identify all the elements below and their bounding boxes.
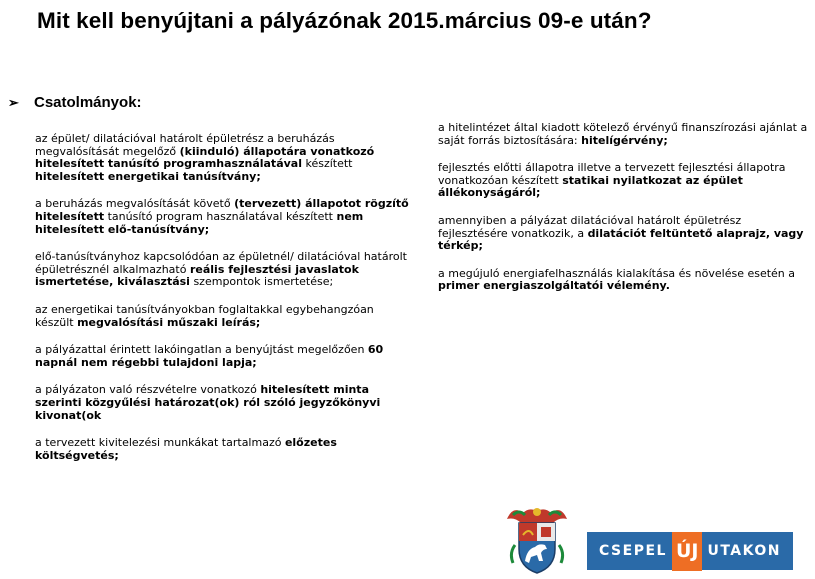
attachment-emphasis: előzetes költségvetés; [35,436,337,462]
attachment-text: a pályázattal érintett lakóingatlan a benyújtást megelőzően [35,343,368,357]
attachment-text: elő-tanúsítványhoz kapcsolódóan az épületnél/ dilatációval határolt épületrésznél alkalmazható [35,250,407,276]
attachment-emphasis: statikai nyilatkozat az épület állékonyságáról; [438,173,743,200]
attachment-emphasis: nem hitelesített elő-tanúsítvány; [35,209,364,236]
attachment-text: szempontok ismertetése; [189,275,334,289]
attachment-emphasis: (kiinduló) állapotára vonatkozó hitelesített tanúsító programhasználatával [35,144,375,171]
attachment-emphasis: primer energiaszolgáltatói vélemény. [438,279,670,293]
attachment-text: fejlesztés előtti állapotra illetve a tervezett fejlesztési állapotra vonatkozóan készített [438,161,786,187]
section-heading [8,94,142,111]
logo-word-utakon: UTAKON [707,543,781,559]
attachment-item [35,437,415,462]
right-attachment-list [438,122,808,308]
logo-word-uj: ÚJ [672,532,703,571]
attachment-item [438,162,808,200]
attachment-emphasis: hitelesített minta szerinti közgyűlési határozat(ok) ról szóló jegyzőkönyvi kivonat(ok [35,383,381,422]
attachment-text: készített [301,157,353,171]
attachment-item [35,344,415,369]
left-attachment-list [35,133,415,477]
attachment-text: az épület/ dilatációval határolt épületrész a beruházás megvalósítását megelőző [35,132,335,158]
attachment-emphasis: (tervezett) állapotot rögzítő hitelesített [35,197,409,223]
logo-word-csepel: CSEPEL [599,543,667,559]
attachment-emphasis: hitelesített energetikai tanúsítvány; [35,169,261,183]
coat-of-arms-icon [503,505,571,575]
attachment-emphasis: dilatációt feltüntető alaprajz, vagy térkép; [438,226,804,253]
attachment-text: a megújuló energiafelhasználás kialakítása és növelése esetén a [438,266,796,280]
attachment-item [35,304,415,329]
attachment-emphasis: reális fejlesztési javaslatok ismertetése, kiválasztási [35,262,359,289]
footer-logos [503,505,798,575]
attachment-emphasis: megvalósítási műszaki leírás; [77,315,261,329]
attachment-item [35,251,415,289]
section-heading-text: Csatolmányok: [34,94,142,111]
attachment-text: a pályázaton való részvételre vonatkozó [35,383,261,397]
attachment-item [35,198,415,236]
arrow-bullet-icon: ➢ [8,95,19,110]
attachment-text: a hitelintézet által kiadott kötelező érvényű finanszírozási ajánlat a saját forrás biztosítására: [438,121,808,147]
attachment-text: amennyiben a pályázat dilatációval határolt épületrész fejlesztésére vonatkozik, a [438,213,742,240]
attachment-text: a beruházás megvalósítását követő [35,197,235,211]
attachment-text: az energetikai tanúsítványokban foglaltakkal egybehangzóan készült [35,302,374,329]
attachment-text: tanúsító program használatával készített [104,209,337,223]
attachment-emphasis: hitelígérvény; [581,133,668,147]
page-title: Mit kell benyújtani a pályázónak 2015.március 09-e után? [37,8,652,33]
attachment-item [438,268,808,293]
attachment-item [35,384,415,422]
attachment-emphasis: 60 napnál nem régebbi tulajdoni lapja; [35,343,384,369]
attachment-item [35,133,415,183]
csepel-uj-utakon-logo [587,532,793,570]
attachment-text: a tervezett kivitelezési munkákat tartalmazó [35,436,285,450]
attachment-item [438,122,808,147]
attachment-item [438,215,808,253]
